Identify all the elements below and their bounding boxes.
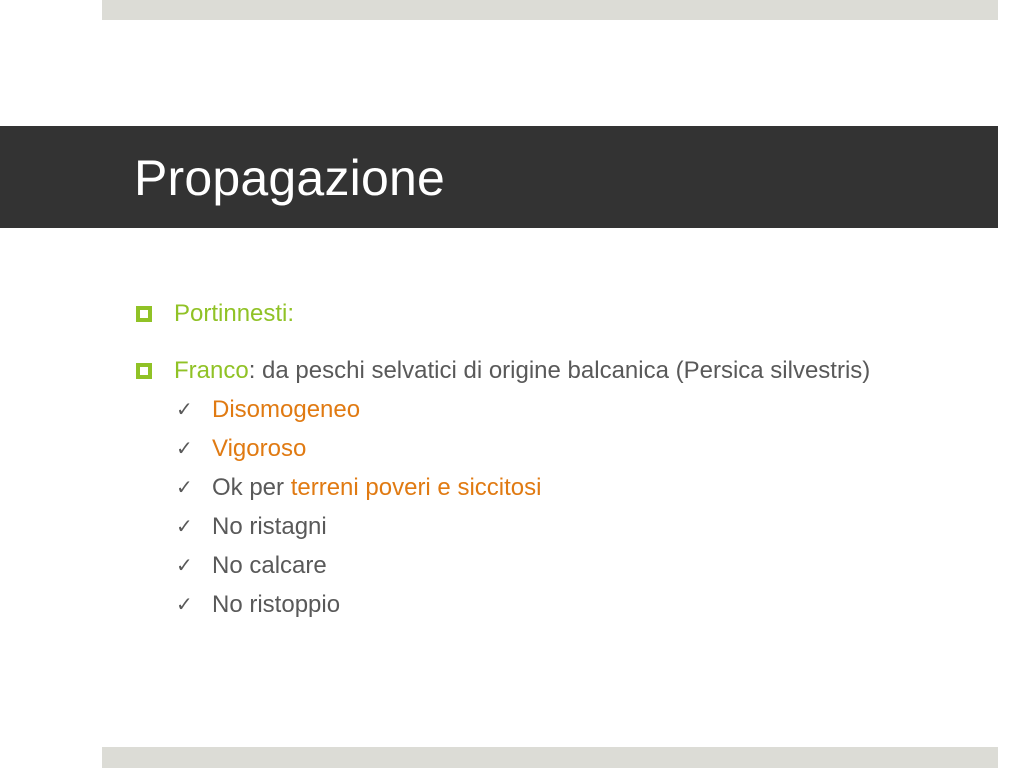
sub-plain: No ristagni (212, 513, 327, 540)
slide-title: Propagazione (134, 150, 445, 206)
slide-content (136, 298, 896, 624)
sub-item (136, 390, 896, 429)
sub-item (136, 429, 896, 468)
sub-plain: No calcare (212, 552, 327, 579)
bottom-decor-bar (102, 747, 998, 768)
top-decor-bar (102, 0, 998, 20)
square-bullet-icon (136, 306, 152, 322)
check-icon: ✓ (176, 553, 193, 577)
sub-highlight: terreni poveri e siccitosi (290, 474, 542, 501)
sub-plain: Ok per (212, 474, 291, 501)
sub-list (136, 390, 896, 624)
sub-highlight: Vigoroso (212, 435, 307, 462)
sub-item (136, 585, 896, 624)
check-icon: ✓ (176, 592, 193, 616)
bullet-rest: : da peschi selvatici di origine balcanica (Persica silvestris) (248, 357, 871, 384)
bullet-text: Portinnesti: (174, 300, 295, 327)
sub-item (136, 546, 896, 585)
sub-item (136, 468, 896, 507)
check-icon: ✓ (176, 436, 193, 460)
bullet-franco (136, 355, 896, 386)
sub-item (136, 507, 896, 546)
bullet-lead: Franco (174, 357, 249, 384)
check-icon: ✓ (176, 475, 193, 499)
sub-plain: No ristoppio (212, 591, 341, 618)
square-bullet-icon (136, 363, 152, 379)
sub-highlight: Disomogeneo (212, 396, 361, 423)
check-icon: ✓ (176, 514, 193, 538)
check-icon: ✓ (176, 397, 193, 421)
bullet-portinnesti (136, 298, 896, 329)
